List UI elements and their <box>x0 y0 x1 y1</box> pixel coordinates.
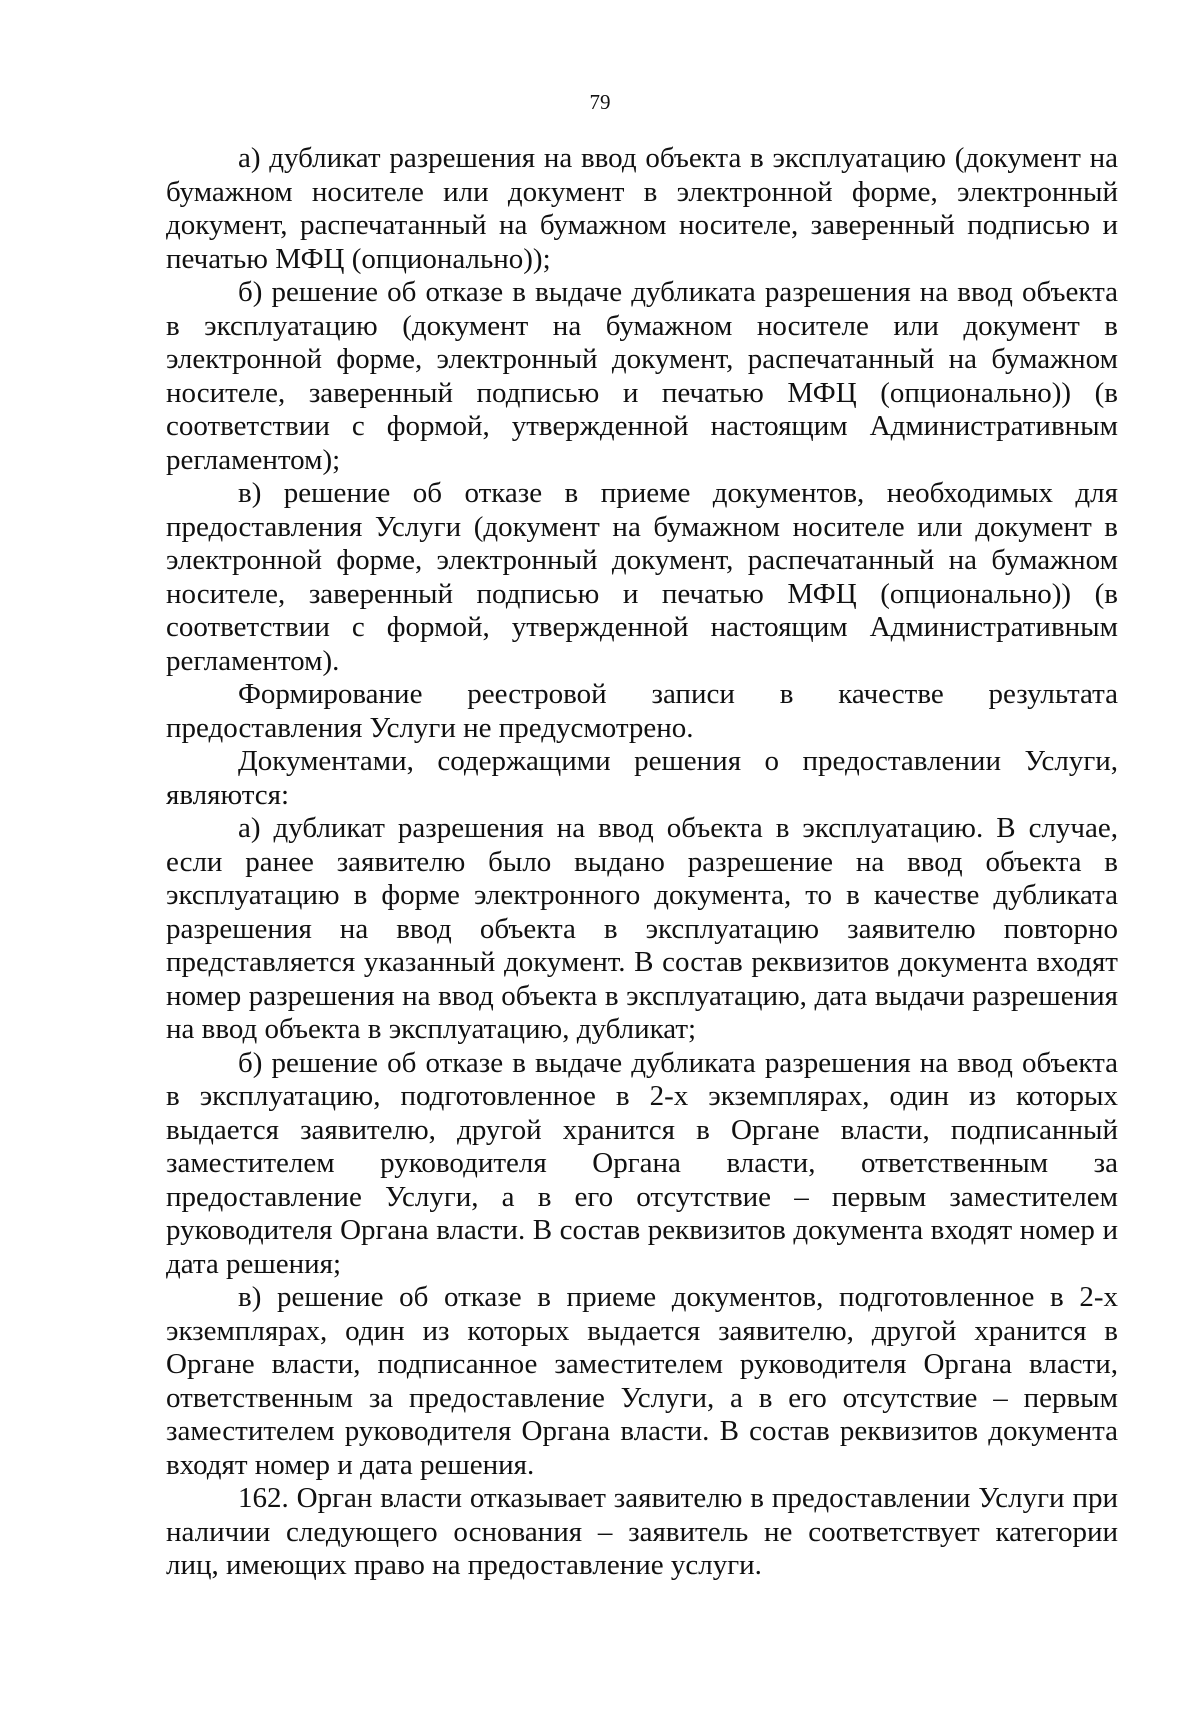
paragraph-refusal-documents-details: в) решение об отказе в приеме документов, подготовленное в 2-х экземплярах, один из которых выдается заявителю, другой хранится в Органе власти, подписанное заместителем руководителя Органа власти, ответственным за предоставление Услуги, а в его отсутствие – первым заместителем руководителя Органа власти. В состав реквизитов документа входят номер и дата решения. <box>166 1281 1118 1481</box>
paragraph-refusal-duplicate: б) решение об отказе в выдаче дубликата разрешения на ввод объекта в эксплуатацию (документ на бумажном носителе или документ в электронной форме, электронный документ, распечатанный на бумажном носителе, заверенный подписью и печатью МФЦ (опционально)) (в соответствии с формой, утвержденной настоящим Административным регламентом); <box>166 276 1118 476</box>
paragraph-162: 162. Орган власти отказывает заявителю в предоставлении Услуги при наличии следующего основания – заявитель не соответствует категории лиц, имеющих право на предоставление услуги. <box>166 1482 1118 1581</box>
page-number: 79 <box>589 90 611 114</box>
paragraph-refusal-documents: в) решение об отказе в приеме документов, необходимых для предоставления Услуги (документ на бумажном носителе или документ в электронной форме, электронный документ, распечатанный на бумажном носителе, заверенный подписью и печатью МФЦ (опционально)) (в соответствии с формой, утвержденной настоящим Административным регламентом). <box>166 477 1118 677</box>
paragraph-registry-record: Формирование реестровой записи в качестве результата предоставления Услуги не предусмотрено. <box>166 678 1118 744</box>
paragraph-duplicate-permit: а) дубликат разрешения на ввод объекта в эксплуатацию (документ на бумажном носителе или документ в электронной форме, электронный документ, распечатанный на бумажном носителе, заверенный подписью и печатью МФЦ (опционально)); <box>166 142 1118 275</box>
paragraph-duplicate-details: а) дубликат разрешения на ввод объекта в эксплуатацию. В случае, если ранее заявителю было выдано разрешение на ввод объекта в эксплуатацию в форме электронного документа, то в качестве дубликата разрешения на ввод объекта в эксплуатацию заявителю повторно представляется указанный документ. В состав реквизитов документа входят номер разрешения на ввод объекта в эксплуатацию, дата выдачи разрешения на ввод объекта в эксплуатацию, дубликат; <box>166 812 1118 1045</box>
document-body <box>166 142 1118 1583</box>
paragraph-refusal-duplicate-details: б) решение об отказе в выдаче дубликата разрешения на ввод объекта в эксплуатацию, подготовленное в 2-х экземплярах, один из которых выдается заявителю, другой хранится в Органе власти, подписанный заместителем руководителя Органа власти, ответственным за предоставление Услуги, а в его отсутствие – первым заместителем руководителя Органа власти. В состав реквизитов документа входят номер и дата решения; <box>166 1046 1118 1280</box>
paragraph-decision-documents: Документами, содержащими решения о предоставлении Услуги, являются: <box>166 745 1118 811</box>
